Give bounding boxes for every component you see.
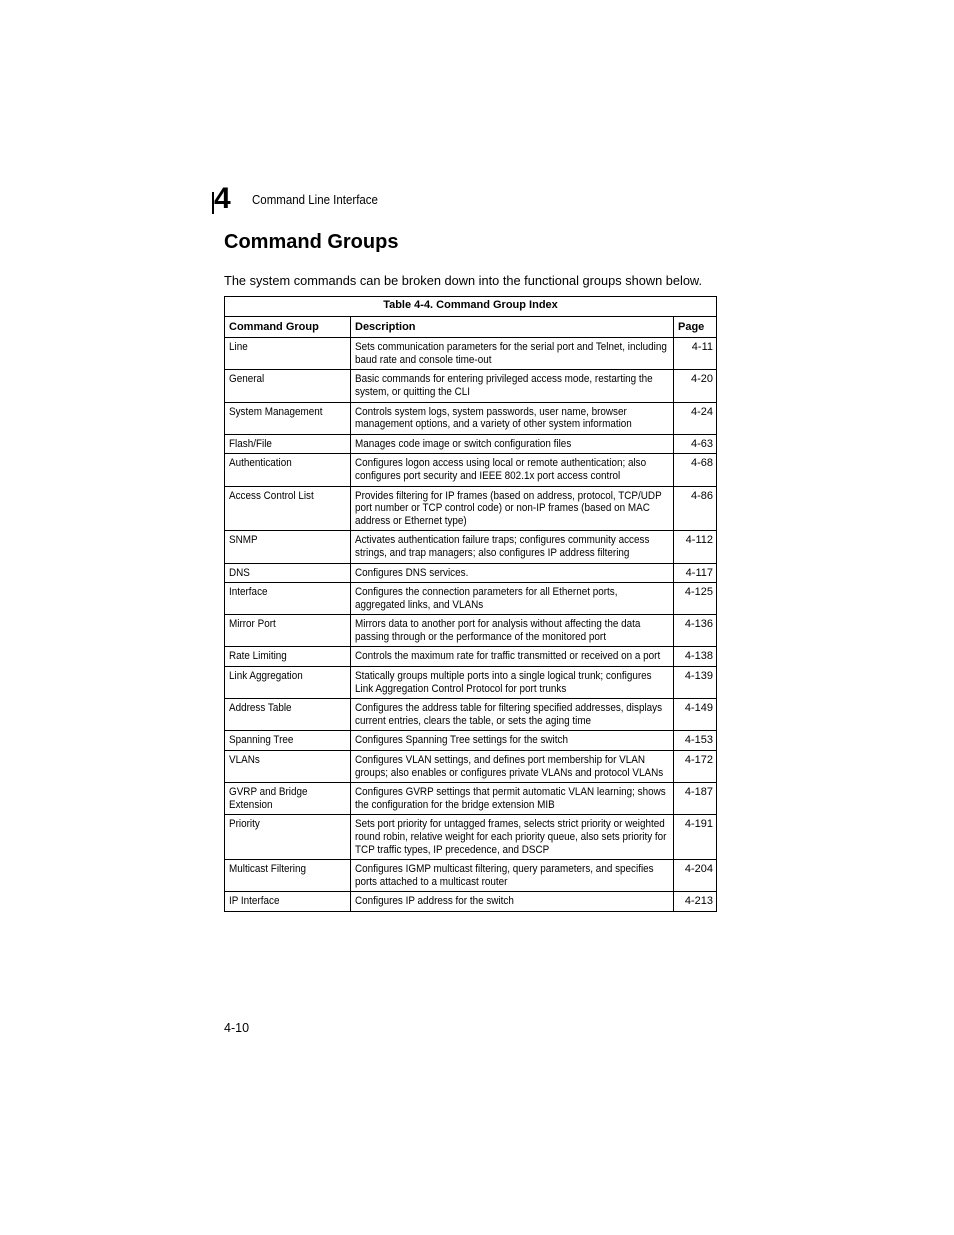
description-text: Configures logon access using local or remote authentication; also configures port security and IEEE 802.1x port access control — [355, 457, 647, 482]
table-row — [225, 434, 717, 454]
command-group-text: IP Interface — [229, 895, 280, 908]
cell-page: 4-63 — [674, 434, 717, 454]
cell-page: 4-86 — [674, 486, 717, 531]
cell-description — [351, 454, 674, 486]
cell-description — [351, 583, 674, 615]
description-text: Configures IP address for the switch — [355, 895, 514, 908]
description-text: Mirrors data to another port for analysis without affecting the data passing through or the performance of the monitored port — [355, 618, 641, 643]
cell-command-group — [225, 434, 351, 454]
description-text: Configures IGMP multicast filtering, query parameters, and specifies ports attached to a multicast router — [355, 863, 654, 888]
description-text: Provides filtering for IP frames (based on address, protocol, TCP/UDP port number or TCP control code) or non-IP frames (based on MAC address or Ethernet type) — [355, 489, 662, 527]
cell-command-group — [225, 454, 351, 486]
description-text: Configures the address table for filtering specified addresses, displays current entries, clears the table, or sets the aging time — [355, 702, 663, 727]
command-group-table — [224, 296, 717, 912]
table-body — [225, 338, 717, 912]
cell-command-group — [225, 531, 351, 563]
running-header-title: Command Line Interface — [252, 193, 378, 207]
cell-page: 4-153 — [674, 731, 717, 751]
cell-description — [351, 531, 674, 563]
command-group-text: Interface — [229, 586, 268, 599]
table-row — [225, 370, 717, 402]
command-group-text: Line — [229, 341, 248, 354]
cell-command-group — [225, 563, 351, 583]
command-group-text: Mirror Port — [229, 618, 276, 631]
table-row — [225, 615, 717, 647]
table-row — [225, 751, 717, 783]
table-row — [225, 860, 717, 892]
chapter-number-badge — [212, 182, 240, 215]
cell-description — [351, 815, 674, 860]
command-group-text: Spanning Tree — [229, 734, 294, 747]
cell-description — [351, 370, 674, 402]
cell-description — [351, 338, 674, 370]
cell-command-group — [225, 486, 351, 531]
table-caption-row — [225, 297, 717, 317]
table-header-row — [225, 316, 717, 338]
table-row — [225, 531, 717, 563]
intro-paragraph: The system commands can be broken down into the functional groups shown below. — [224, 273, 703, 288]
description-text: Sets communication parameters for the serial port and Telnet, including baud rate and console time-out — [355, 341, 667, 366]
cell-page: 4-24 — [674, 402, 717, 434]
cell-description — [351, 563, 674, 583]
cell-page: 4-172 — [674, 751, 717, 783]
table-row — [225, 402, 717, 434]
table-row — [225, 486, 717, 531]
cell-page: 4-149 — [674, 699, 717, 731]
cell-description — [351, 667, 674, 699]
table-caption: Table 4-4. Command Group Index — [225, 297, 717, 317]
cell-page: 4-213 — [674, 892, 717, 912]
description-text: Configures DNS services. — [355, 566, 469, 579]
description-text: Activates authentication failure traps; configures community access strings, and trap managers; also configures IP address filtering — [355, 534, 650, 559]
cell-description — [351, 486, 674, 531]
command-group-text: Flash/File — [229, 437, 272, 450]
command-group-text: Address Table — [229, 702, 292, 715]
command-group-text: Rate Limiting — [229, 650, 287, 663]
cell-page: 4-191 — [674, 815, 717, 860]
table-row — [225, 892, 717, 912]
description-text: Manages code image or switch configuration files — [355, 437, 572, 450]
command-group-text: DNS — [229, 566, 250, 579]
cell-command-group — [225, 370, 351, 402]
table-row — [225, 783, 717, 815]
command-group-text: GVRP and Bridge Extension — [229, 786, 308, 811]
cell-page: 4-117 — [674, 563, 717, 583]
cell-page: 4-187 — [674, 783, 717, 815]
cell-description — [351, 647, 674, 667]
page-title: Command Groups — [224, 231, 399, 253]
cell-command-group — [225, 731, 351, 751]
cell-description — [351, 860, 674, 892]
cell-command-group — [225, 699, 351, 731]
cell-page: 4-112 — [674, 531, 717, 563]
description-text: Configures the connection parameters for all Ethernet ports, aggregated links, and VLANs — [355, 586, 618, 611]
cell-command-group — [225, 338, 351, 370]
command-group-text: Priority — [229, 818, 260, 831]
cell-page: 4-136 — [674, 615, 717, 647]
command-group-text: Multicast Filtering — [229, 863, 307, 876]
column-header-command-group: Command Group — [225, 316, 351, 338]
page-number: 4-10 — [224, 1021, 250, 1035]
cell-description — [351, 731, 674, 751]
cell-description — [351, 699, 674, 731]
table-row — [225, 699, 717, 731]
table-row — [225, 454, 717, 486]
cell-command-group — [225, 860, 351, 892]
cell-command-group — [225, 751, 351, 783]
table-row — [225, 731, 717, 751]
command-group-text: Access Control List — [229, 489, 314, 502]
command-group-text: Link Aggregation — [229, 670, 303, 683]
chapter-number: 4 — [214, 182, 231, 215]
cell-command-group — [225, 783, 351, 815]
cell-description — [351, 783, 674, 815]
cell-command-group — [225, 667, 351, 699]
table-row — [225, 583, 717, 615]
cell-page: 4-11 — [674, 338, 717, 370]
command-group-text: Authentication — [229, 457, 292, 470]
cell-description — [351, 892, 674, 912]
description-text: Controls system logs, system passwords, user name, browser management options, and a variety of other system information — [355, 405, 632, 431]
cell-description — [351, 402, 674, 434]
command-group-text: VLANs — [229, 754, 260, 767]
description-text: Configures VLAN settings, and defines port membership for VLAN groups; also enables or configures private VLANs and protocol VLANs — [355, 754, 664, 779]
cell-command-group — [225, 402, 351, 434]
cell-page: 4-20 — [674, 370, 717, 402]
table-row — [225, 815, 717, 860]
command-group-text: General — [229, 373, 265, 386]
description-text: Configures GVRP settings that permit automatic VLAN learning; shows the configuration for the bridge extension MIB — [355, 786, 666, 811]
cell-page: 4-68 — [674, 454, 717, 486]
command-group-text: SNMP — [229, 534, 258, 547]
command-group-text: System Management — [229, 405, 323, 418]
column-header-description: Description — [351, 316, 674, 338]
description-text: Statically groups multiple ports into a single logical trunk; configures Link Aggregation Control Protocol for port trunks — [355, 670, 652, 695]
table-row — [225, 647, 717, 667]
table-row — [225, 338, 717, 370]
description-text: Controls the maximum rate for traffic transmitted or received on a port — [355, 650, 661, 663]
cell-page: 4-139 — [674, 667, 717, 699]
cell-page: 4-204 — [674, 860, 717, 892]
cell-command-group — [225, 647, 351, 667]
column-header-page: Page — [674, 316, 717, 338]
cell-command-group — [225, 815, 351, 860]
description-text: Configures Spanning Tree settings for the switch — [355, 734, 568, 747]
cell-page: 4-125 — [674, 583, 717, 615]
cell-description — [351, 615, 674, 647]
cell-command-group — [225, 583, 351, 615]
cell-command-group — [225, 615, 351, 647]
description-text: Sets port priority for untagged frames, selects strict priority or weighted round robin, relative weight for each priority queue, also sets priority for TCP traffic types, IP precedence, and DSCP — [355, 818, 667, 856]
cell-command-group — [225, 892, 351, 912]
cell-description — [351, 751, 674, 783]
table-row — [225, 563, 717, 583]
cell-page: 4-138 — [674, 647, 717, 667]
cell-description — [351, 434, 674, 454]
table-row — [225, 667, 717, 699]
description-text: Basic commands for entering privileged access mode, restarting the system, or quitting the CLI — [355, 373, 653, 398]
